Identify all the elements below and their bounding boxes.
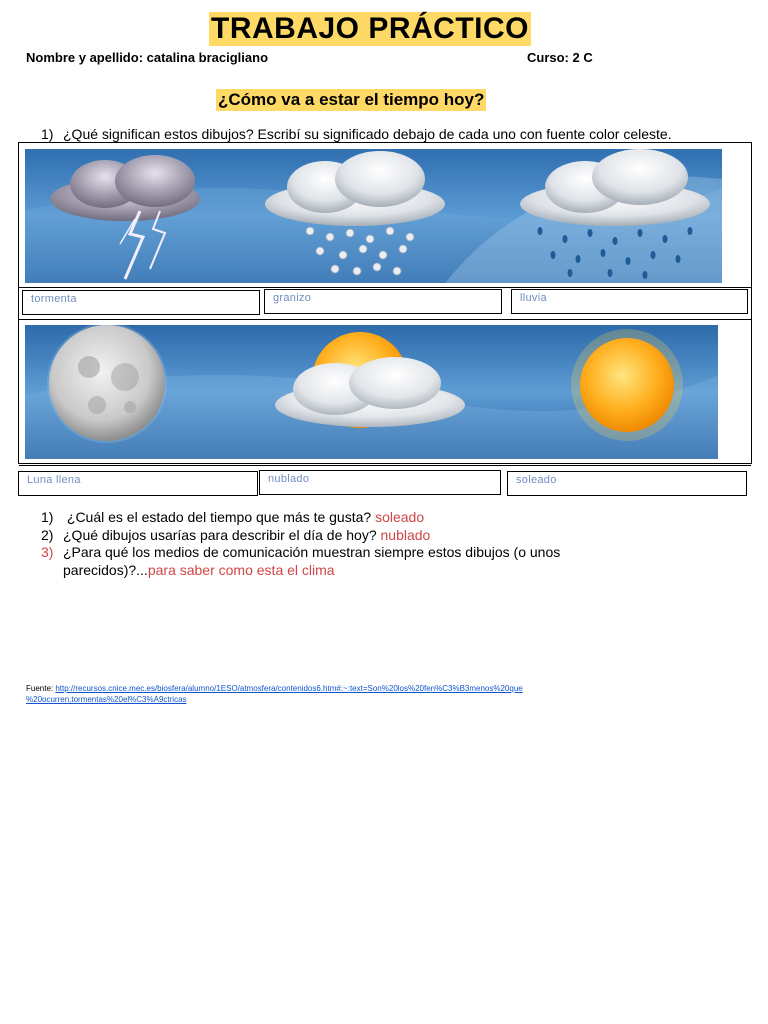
weather-panel-row2 [25,325,718,459]
worksheet-subtitle: ¿Cómo va a estar el tiempo hoy? [218,90,485,109]
answer-field-storm[interactable]: tormenta [22,290,260,315]
question-1 [41,125,672,143]
question-number: 1) [41,126,54,142]
weather-table [18,142,752,486]
answer-field-cloudy[interactable]: nublado [259,470,501,495]
answer-text: para saber como esta el clima [147,562,335,578]
question-text: ¿Qué significan estos dibujos? Escribí su significado debajo de cada uno con fuente color celeste. [63,126,672,142]
answer-field-moon[interactable]: Luna llena [18,471,258,496]
answer-field-sunny[interactable]: soleado [507,471,747,496]
student-name: Nombre y apellido: catalina bracigliano [26,50,269,65]
question-media-icons: 3) ¿Para qué los medios de comunicación muestran siempre estos dibujos (o unos [41,544,561,560]
answer-text: soleado [375,509,425,525]
question-today-weather: 2) ¿Qué dibujos usarías para describir el día de hoy? nublado [41,527,431,543]
question-favorite-weather: 1) ¿Cuál es el estado del tiempo que más te gusta? soleado [41,509,425,525]
weather-panel-row1 [25,149,722,283]
source-link-continuation[interactable]: %20ocurren,tormentas%20el%C3%A9ctricas [26,695,187,704]
full-moon-icon [47,325,167,443]
sun-icon [571,329,683,441]
answer-text: nublado [380,527,431,543]
question-media-icons-continuation: parecidos)?...para saber como esta el clima [63,562,335,578]
answer-field-rain[interactable]: lluvia [511,289,748,314]
course-label: Curso: 2 C [527,50,593,65]
source-link[interactable]: http://recursos.cnice.mec.es/biosfera/alumno/1ESO/atmosfera/contenidos6.htm#:~:text=Son%20los%20fen%C3%B3menos%20que [55,684,523,693]
answer-field-hail[interactable]: granizo [264,289,502,314]
source-citation: Fuente: http://recursos.cnice.mec.es/biosfera/alumno/1ESO/atmosfera/contenidos6.htm#:~:text=Son%20los%20fen%C3%B3menos%20que %20ocurren,tormentas%20el%C3%A9ctricas [26,684,523,704]
page-title: TRABAJO PRÁCTICO [211,12,530,45]
